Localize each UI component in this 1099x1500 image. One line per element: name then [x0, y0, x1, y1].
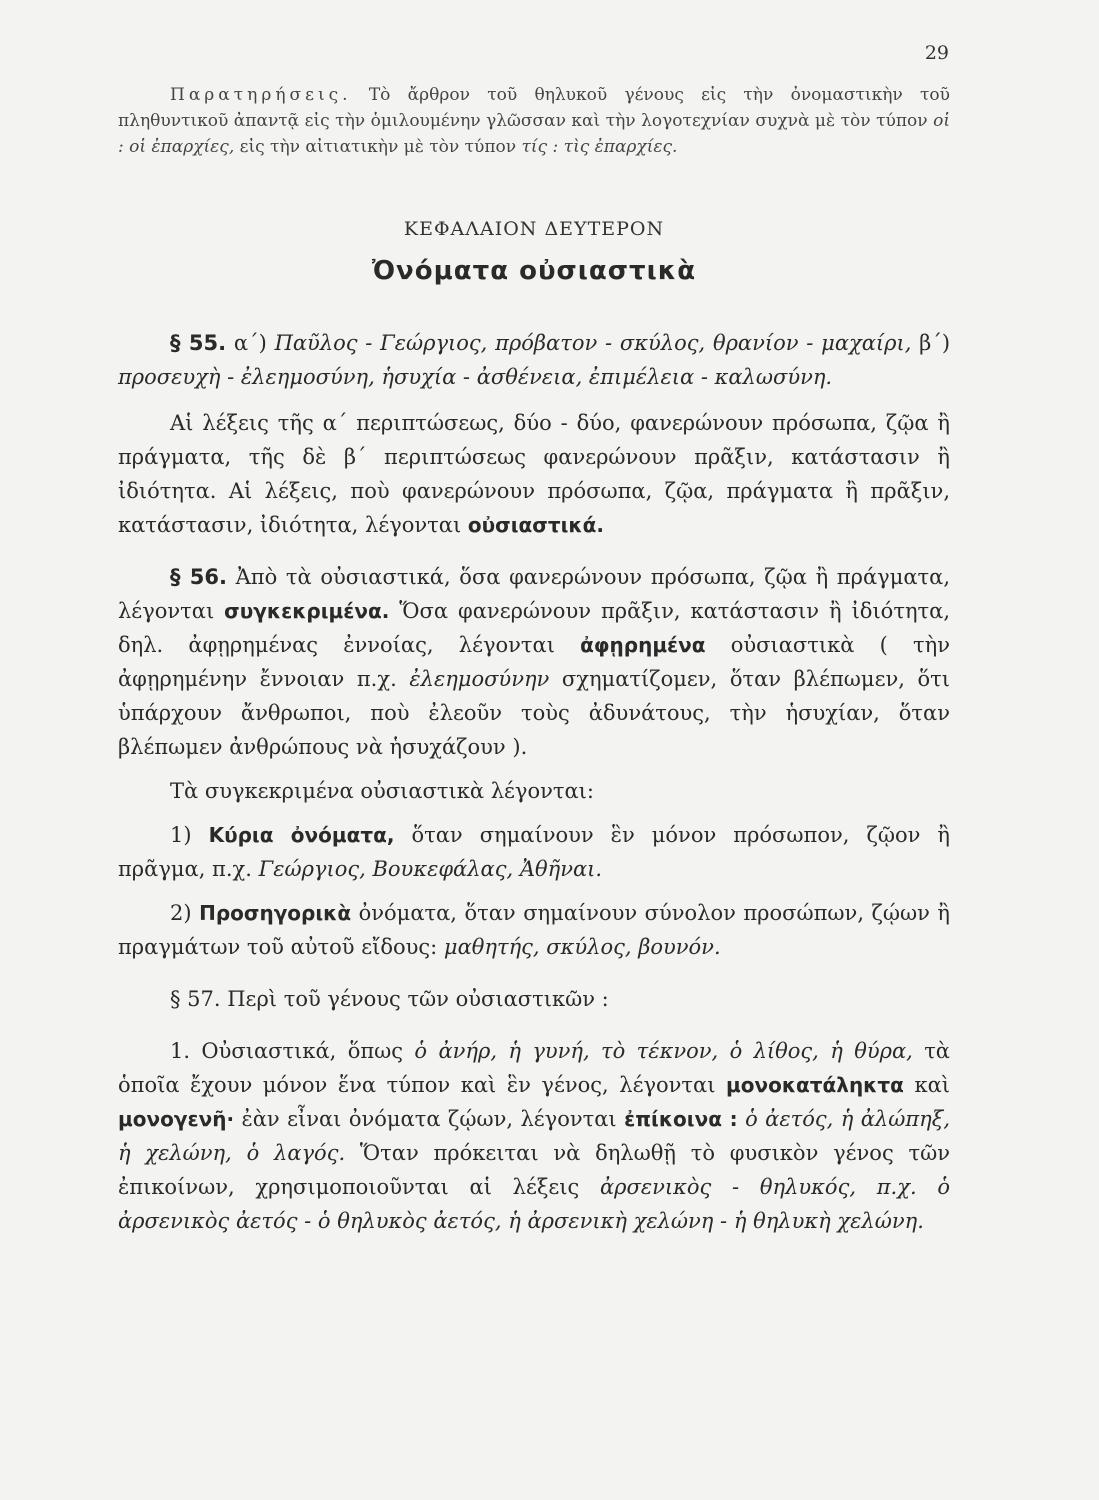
s57-text-1: Οὐσιαστικά, ὅπως	[190, 1039, 415, 1063]
s57-text-4: ἐὰν εἶναι ὀνόματα ζῴων, λέγονται	[234, 1107, 625, 1131]
section-55-number: § 55.	[170, 331, 227, 355]
s56-intro: Τὰ συγκεκριμένα οὐσιαστικὰ λέγονται:	[170, 779, 594, 803]
s57-example-3: ἀρσενικὸς - θηλυκός, π.χ. ὁ ἀρσενικὸς ἀετός - ὁ θηλυκὸς ἀετός, ἡ ἀρσενικὴ χελώνη - ἡ θηλυκὴ χελώνη.	[118, 1175, 950, 1233]
s57-example-2: ὁ ἀετός, ἡ ἀλώπηξ, ἡ χελώνη, ὁ λαγός.	[118, 1107, 950, 1165]
chapter-title: Ὀνόματα οὐσιαστικὰ	[371, 256, 697, 286]
s56-text-1: Ἀπὸ τὰ οὐσιαστικά, ὅσα φανερώνουν πρόσωπα, ζῷα ἢ πράγματα, λέγονται	[118, 565, 950, 623]
s57-text-5: Ὅταν πρόκειται νὰ δηλωθῇ τὸ φυσικὸν γένος τῶν ἐπικοίνων, χρησιμοποιοῦνται αἱ λέξεις	[118, 1141, 951, 1199]
s56-item-1-text: ὅταν σημαίνουν ἓν μόνον πρόσωπον, ζῷον ἢ πρᾶγμα, π.χ.	[118, 823, 950, 881]
s56-item-2-term: Προσηγορικὰ	[199, 901, 352, 925]
observation-note	[118, 82, 950, 160]
s55-term: οὐσιαστικά.	[467, 513, 604, 537]
note-text-2: εἰς τὴν αἰτιατικὴν μὲ τὸν τύπον	[234, 137, 522, 157]
page-number: 29	[924, 42, 949, 64]
s55-a-label: α΄)	[226, 331, 275, 355]
section-57-item-1	[118, 1034, 950, 1238]
s57-text-3: καὶ	[903, 1073, 951, 1097]
section-56	[118, 560, 950, 764]
s56-item-1	[118, 818, 950, 886]
section-55	[118, 326, 950, 394]
s55-b-label: β΄)	[911, 331, 951, 355]
section-57-heading: § 57. Περὶ τοῦ γένους τῶν οὐσιαστικῶν :	[170, 987, 609, 1011]
note-example-2: τίς : τὶς ἐπαρχίες.	[521, 137, 678, 157]
note-label: Παρατηρήσεις.	[170, 85, 352, 105]
s56-text-2: Ὅσα φανερώνουν πρᾶξιν, κατάστασιν ἢ ἰδιότητα, δηλ. ἀφῃρημένας ἐννοίας, λέγονται	[118, 599, 951, 657]
page-content	[118, 82, 950, 1238]
note-text-1: Τὸ ἄρθρον τοῦ θηλυκοῦ γένους εἰς τὴν ὀνομαστικὴν τοῦ πληθυντικοῦ ἀπαντᾷ εἰς τὴν ὁμιλουμένην γλῶσσαν καὶ τὴν λογοτεχνίαν συχνὰ μὲ τὸν τύπον	[118, 85, 950, 131]
s56-item-1-term: Κύρια ὀνόματα,	[208, 823, 395, 847]
s56-term-1: συγκεκριμένα.	[224, 599, 390, 623]
s57-term-1: μονοκατάληκτα	[726, 1073, 904, 1097]
chapter-heading: ΚΕΦΑΛΑΙΟΝ ΔΕΥΤΕΡΟΝ	[403, 218, 665, 240]
s56-term-2: ἀφῃρημένα	[580, 633, 706, 657]
s55-b-examples: προσευχὴ - ἐλεημοσύνη, ἡσυχία - ἀσθένεια, ἐπιμέλεια - καλωσύνη.	[118, 365, 833, 389]
s56-item-2-num: 2)	[170, 901, 200, 925]
s57-example-1: ὁ ἀνήρ, ἡ γυνή, τὸ τέκνον, ὁ λίθος, ἡ θύρα,	[414, 1039, 913, 1063]
s56-item-1-examples: Γεώργιος, Βουκεφάλας, Ἀθῆναι.	[258, 857, 603, 881]
s57-item-num: 1.	[170, 1039, 191, 1063]
s55-a-examples: Παῦλος - Γεώργιος, πρόβατον - σκύλος, θρανίον - μαχαίρι,	[274, 331, 912, 355]
s57-term-2: μονογενῆ·	[118, 1107, 235, 1131]
s56-text-3: οὐσιαστικὰ ( τὴν ἀφῃρημένην ἔννοιαν π.χ.	[118, 633, 950, 691]
s57-term-3: ἐπίκοινα :	[624, 1107, 738, 1131]
s56-item-1-num: 1)	[170, 823, 209, 847]
s56-item-2	[118, 896, 950, 964]
s56-text-4: σχηματίζομεν, ὅταν βλέπωμεν, ὅτι ὑπάρχουν ἄνθρωποι, ποὺ ἐλεοῦν τοὺς ἀδυνάτους, τὴν ἡσυχίαν, ὅταν βλέπωμεν ἀνθρώπους νὰ ἡσυχάζουν ).	[118, 667, 950, 759]
s56-example: ἐλεημοσύνην	[409, 667, 550, 691]
section-56-number: § 56.	[170, 565, 227, 589]
note-example-1: οἱ : οἱ ἐπαρχίες,	[118, 111, 950, 157]
s56-item-2-examples: μαθητής, σκύλος, βουνόν.	[443, 935, 721, 959]
s56-item-2-text: ὀνόματα, ὅταν σημαίνουν σύνολον προσώπων, ζῴων ἢ πραγμάτων τοῦ αὐτοῦ εἴδους:	[118, 901, 950, 959]
section-55-paragraph	[118, 406, 950, 542]
s55-p2-text: Αἱ λέξεις τῆς α΄ περιπτώσεως, δύο - δύο, φανερώνουν πρόσωπα, ζῷα ἢ πράγματα, τῆς δὲ β΄ περιπτώσεως φανερώνουν πρᾶξιν, κατάστασιν ἢ ἰδιότητα. Αἱ λέξεις, ποὺ φανερώνουν πρόσωπα, ζῷα, πράγματα ἢ πρᾶξιν, κατάστασιν, ἰδιότητα, λέγονται	[118, 411, 950, 537]
s57-text-2: τὰ ὁποῖα ἔχουν μόνον ἕνα τύπον καὶ ἓν γένος, λέγονται	[118, 1039, 950, 1097]
